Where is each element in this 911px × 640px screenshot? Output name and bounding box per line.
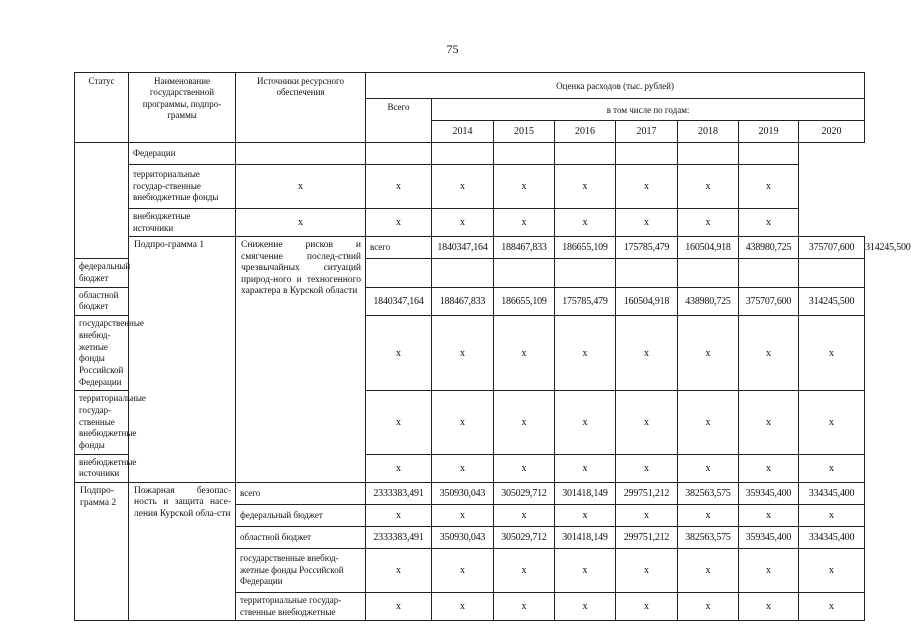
year-value-cell	[616, 259, 678, 287]
year-value-cell: x	[494, 549, 555, 593]
year-value-cell: 305029,712	[494, 483, 555, 505]
year-value-cell: 438980,725	[678, 287, 739, 315]
year-value-cell: x	[799, 593, 865, 621]
year-value-cell	[678, 143, 739, 165]
total-cell	[236, 143, 366, 165]
year-value-cell: x	[678, 209, 739, 237]
year-value-cell: x	[432, 391, 494, 454]
year-header: 2014	[432, 121, 494, 143]
page-number: 75	[446, 42, 459, 56]
total-cell: 2333383,491	[366, 527, 432, 549]
subprogram-status: Подпро-грамма 1	[129, 237, 236, 483]
year-value-cell: x	[555, 505, 616, 527]
year-value-cell: 305029,712	[494, 527, 555, 549]
year-value-cell: 188467,833	[432, 287, 494, 315]
year-value-cell: x	[616, 165, 678, 209]
year-value-cell: x	[366, 165, 432, 209]
year-value-cell: 375707,600	[739, 287, 799, 315]
year-value-cell: x	[494, 165, 555, 209]
table-row: Подпро-грамма 1 Снижение рисков и смягчение послед-ствий чрезвычайных ситуаций природ-ного и техногенного характера в Курской области всего 1840347,164 188467,833 186655,109 175785,479 160504,918 438980,725 375707,600 314245,500	[75, 237, 865, 259]
source-cell: федеральный бюджет	[236, 505, 366, 527]
total-cell: 1840347,164	[432, 237, 494, 259]
program-name-header: Наименование государственной программы, подпро-граммы	[129, 73, 236, 143]
year-value-cell	[366, 143, 432, 165]
total-cell: x	[236, 209, 366, 237]
total-cell: 1840347,164	[366, 287, 432, 315]
year-value-cell: x	[432, 593, 494, 621]
source-cell: территориальные государ-ственные внебюджетные фонды	[75, 391, 129, 454]
year-value-cell: 334345,400	[799, 483, 865, 505]
source-cell: областной бюджет	[75, 287, 129, 315]
source-cell: областной бюджет	[236, 527, 366, 549]
year-value-cell: x	[739, 209, 799, 237]
year-value-cell: x	[799, 391, 865, 454]
year-value-cell: x	[494, 209, 555, 237]
year-value-cell: 188467,833	[494, 237, 555, 259]
subprogram-name: Пожарная безопас-ность и защита насе-ления Курской обла-сти	[129, 483, 236, 621]
year-value-cell: x	[494, 391, 555, 454]
year-header: 2016	[555, 121, 616, 143]
year-value-cell: x	[555, 209, 616, 237]
year-header: 2019	[739, 121, 799, 143]
year-value-cell: x	[616, 593, 678, 621]
year-value-cell: 334345,400	[799, 527, 865, 549]
year-value-cell: x	[555, 454, 616, 482]
total-cell: x	[366, 316, 432, 391]
year-value-cell: 301418,149	[555, 527, 616, 549]
year-value-cell	[494, 259, 555, 287]
status-cell-empty	[75, 143, 129, 259]
year-value-cell: 175785,479	[616, 237, 678, 259]
year-value-cell: x	[616, 549, 678, 593]
expense-estimate-header: Оценка расходов (тыс. рублей)	[366, 73, 865, 99]
year-value-cell: x	[366, 209, 432, 237]
year-value-cell: x	[678, 391, 739, 454]
year-value-cell: x	[739, 454, 799, 482]
year-value-cell: x	[494, 593, 555, 621]
year-value-cell: x	[678, 316, 739, 391]
year-value-cell: x	[739, 549, 799, 593]
year-value-cell: x	[739, 165, 799, 209]
year-value-cell: x	[432, 209, 494, 237]
total-cell: x	[366, 593, 432, 621]
table-row	[75, 143, 865, 165]
year-value-cell: x	[678, 454, 739, 482]
year-value-cell: x	[616, 505, 678, 527]
year-value-cell: 186655,109	[555, 237, 616, 259]
year-value-cell: x	[616, 209, 678, 237]
source-cell: государственные внебюд-жетные фонды Российской Федерации	[236, 549, 366, 593]
year-header: 2017	[616, 121, 678, 143]
year-value-cell: x	[799, 316, 865, 391]
year-value-cell: x	[616, 454, 678, 482]
source-cell: всего	[366, 237, 432, 259]
year-value-cell: 160504,918	[678, 237, 739, 259]
year-value-cell	[739, 143, 799, 165]
total-cell: x	[236, 165, 366, 209]
year-value-cell: 359345,400	[739, 483, 799, 505]
year-value-cell: x	[494, 454, 555, 482]
year-value-cell: x	[799, 505, 865, 527]
year-value-cell	[799, 259, 865, 287]
year-value-cell: x	[432, 549, 494, 593]
source-cell: государственные внебюд-жетные фонды Российской Федерации	[75, 316, 129, 391]
year-value-cell: x	[678, 165, 739, 209]
year-value-cell: x	[739, 505, 799, 527]
year-value-cell: 359345,400	[739, 527, 799, 549]
source-cell: территориальные государ-ственные внебюджетные	[236, 593, 366, 621]
total-cell: x	[366, 549, 432, 593]
budget-table	[74, 72, 911, 621]
status-header: Статус	[75, 73, 129, 143]
year-value-cell: x	[494, 316, 555, 391]
year-value-cell: 186655,109	[494, 287, 555, 315]
year-value-cell: 301418,149	[555, 483, 616, 505]
year-value-cell: x	[739, 593, 799, 621]
year-value-cell: 160504,918	[616, 287, 678, 315]
by-years-header: в том числе по годам:	[432, 99, 865, 121]
table-row	[75, 209, 865, 237]
year-value-cell	[432, 259, 494, 287]
total-cell: x	[366, 505, 432, 527]
year-value-cell	[616, 143, 678, 165]
year-header: 2020	[799, 121, 865, 143]
total-cell: x	[366, 391, 432, 454]
year-value-cell: x	[494, 505, 555, 527]
source-cell: всего	[236, 483, 366, 505]
table-header	[75, 73, 865, 143]
year-value-cell: x	[555, 593, 616, 621]
year-value-cell: x	[616, 316, 678, 391]
year-value-cell: x	[739, 316, 799, 391]
year-value-cell	[555, 259, 616, 287]
year-value-cell	[739, 259, 799, 287]
year-value-cell: x	[432, 165, 494, 209]
table-body	[75, 143, 911, 621]
source-cell: внебюджетные источники	[75, 454, 129, 482]
year-value-cell: x	[678, 549, 739, 593]
year-value-cell: x	[739, 391, 799, 454]
year-value-cell: x	[555, 391, 616, 454]
year-value-cell: x	[432, 316, 494, 391]
year-value-cell: 299751,212	[616, 527, 678, 549]
subprogram-name: Снижение рисков и смягчение послед-ствий чрезвычайных ситуаций природ-ного и техногенного характера в Курской области	[236, 237, 366, 483]
year-value-cell: x	[678, 593, 739, 621]
year-value-cell: x	[799, 454, 865, 482]
subprogram-status: Подпро-грамма 2	[75, 483, 129, 621]
year-value-cell: 350930,043	[432, 483, 494, 505]
total-cell: x	[366, 454, 432, 482]
table-row	[75, 165, 865, 209]
year-value-cell: x	[555, 165, 616, 209]
year-value-cell	[555, 143, 616, 165]
year-value-cell: 438980,725	[739, 237, 799, 259]
year-value-cell: 175785,479	[555, 287, 616, 315]
year-header: 2015	[494, 121, 555, 143]
year-value-cell	[432, 143, 494, 165]
year-value-cell: x	[555, 549, 616, 593]
source-cell: внебюджетные источники	[129, 209, 236, 237]
year-value-cell: 375707,600	[799, 237, 865, 259]
year-value-cell: x	[432, 505, 494, 527]
total-cell	[366, 259, 432, 287]
year-value-cell: 299751,212	[616, 483, 678, 505]
year-value-cell: 382563,575	[678, 483, 739, 505]
total-cell: 2333383,491	[366, 483, 432, 505]
year-value-cell: x	[799, 549, 865, 593]
source-cell: Федерации	[129, 143, 236, 165]
year-value-cell: 350930,043	[432, 527, 494, 549]
source-cell: территориальные государ-ственные внебюджетные фонды	[129, 165, 236, 209]
year-value-cell: 314245,500	[799, 287, 865, 315]
sources-header: Источники ресурсного обеспечения	[236, 73, 366, 143]
total-header: Всего	[366, 99, 432, 143]
year-value-cell: x	[678, 505, 739, 527]
source-cell: федеральный бюджет	[75, 259, 129, 287]
year-value-cell	[494, 143, 555, 165]
table-row	[75, 483, 865, 505]
year-value-cell	[678, 259, 739, 287]
year-header: 2018	[678, 121, 739, 143]
year-value-cell: x	[555, 316, 616, 391]
year-value-cell: x	[432, 454, 494, 482]
year-value-cell: x	[616, 391, 678, 454]
year-value-cell: 382563,575	[678, 527, 739, 549]
